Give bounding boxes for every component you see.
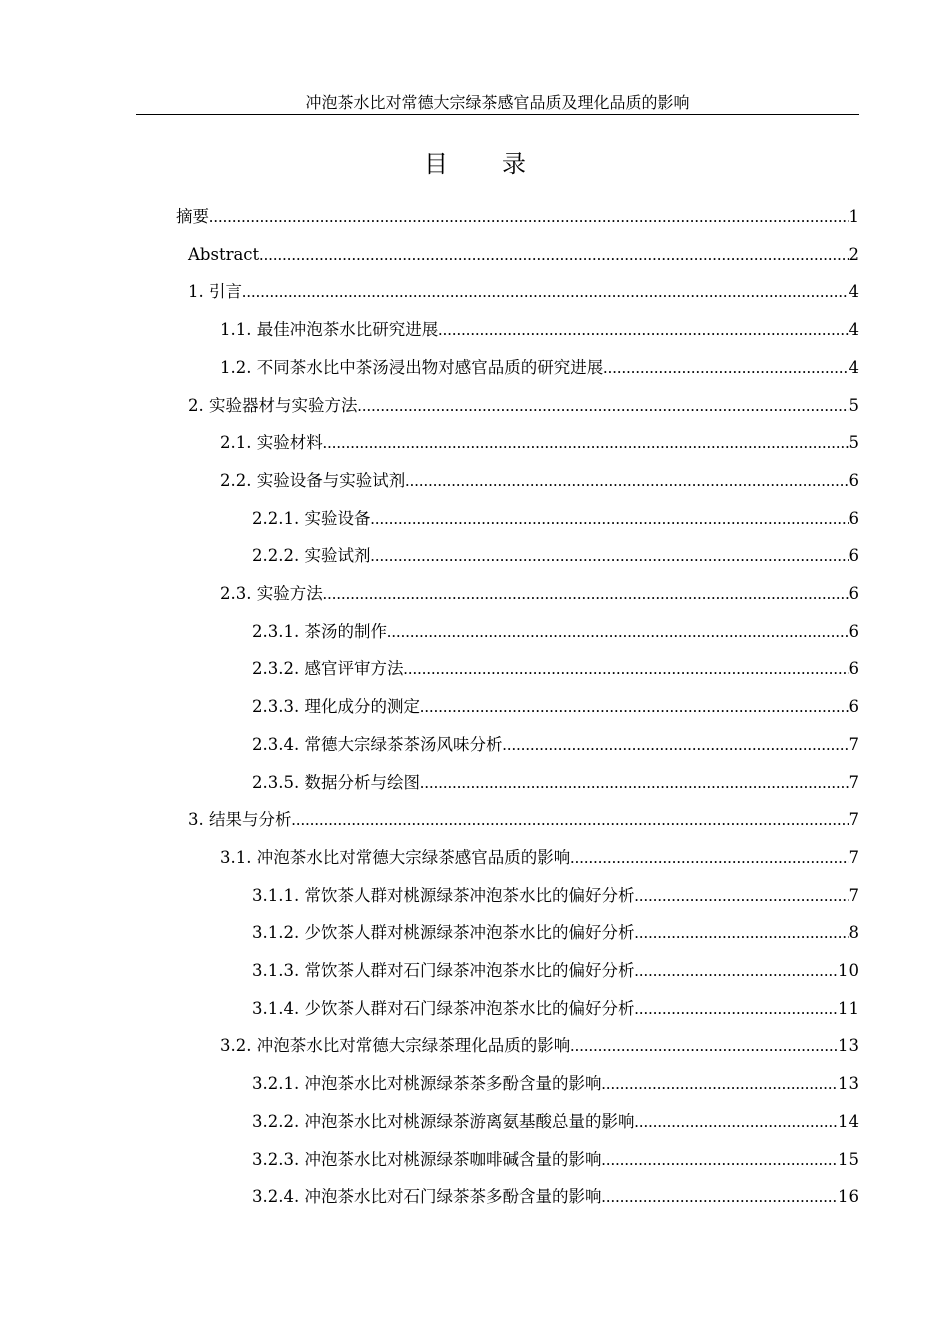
toc-dot-leader <box>323 580 849 608</box>
toc-entry[interactable] <box>252 1108 859 1136</box>
toc-entry-page-number: 8 <box>848 923 859 943</box>
toc-dot-leader <box>603 354 848 382</box>
toc-entry-label: 2.3.5. 数据分析与绘图 <box>252 772 420 792</box>
toc-entry[interactable] <box>220 844 859 872</box>
toc-entry-page-number: 10 <box>838 961 859 980</box>
toc-entry[interactable] <box>220 1032 859 1060</box>
toc-entry-page-number: 6 <box>848 470 859 490</box>
toc-dot-leader <box>634 1108 838 1136</box>
toc-entry-label: 3. 结果与分析 <box>188 810 292 830</box>
toc-dot-leader <box>323 429 849 457</box>
toc-entry[interactable] <box>252 1183 859 1211</box>
toc-entry-page-number: 6 <box>848 584 859 603</box>
toc-entry-label: 3.1.2. 少饮茶人群对桃源绿茶冲泡茶水比的偏好分析 <box>252 923 635 943</box>
toc-dot-leader <box>634 882 848 910</box>
toc-entry-page-number: 16 <box>838 1187 859 1207</box>
toc-entry-label: 2.2. 实验设备与实验试剂 <box>220 470 406 490</box>
toc-entry[interactable] <box>252 1070 859 1098</box>
toc-dot-leader <box>502 731 848 759</box>
toc-entry-page-number: 13 <box>838 1036 859 1056</box>
toc-entry-page-number: 5 <box>848 395 859 415</box>
toc-entry[interactable] <box>220 467 859 495</box>
toc-entry-page-number: 14 <box>838 1111 859 1131</box>
toc-title-left: 目 <box>424 150 448 178</box>
toc-entry-label: 3.1.1. 常饮茶人群对桃源绿茶冲泡茶水比的偏好分析 <box>252 885 635 905</box>
toc-dot-leader <box>387 618 849 646</box>
toc-entry-label: 1.2. 不同茶水比中茶汤浸出物对感官品质的研究进展 <box>220 357 604 377</box>
toc-entry[interactable] <box>252 919 859 947</box>
toc-title <box>0 146 950 182</box>
toc-entry-page-number: 4 <box>848 320 859 340</box>
toc-dot-leader <box>420 769 849 797</box>
toc-entry[interactable] <box>252 618 859 646</box>
toc-dot-leader <box>634 957 838 985</box>
toc-entry-page-number: 7 <box>848 847 859 867</box>
toc-entry-label: 3.2.4. 冲泡茶水比对石门绿茶茶多酚含量的影响 <box>252 1187 602 1207</box>
toc-entry[interactable] <box>252 693 859 721</box>
toc-dot-leader <box>420 693 849 721</box>
toc-dot-leader <box>634 995 838 1023</box>
toc-entry-label: Abstract <box>188 244 260 264</box>
toc-entry[interactable] <box>252 769 859 797</box>
toc-entry[interactable] <box>220 354 859 382</box>
toc-dot-leader <box>242 278 849 306</box>
toc-entry[interactable] <box>188 278 859 306</box>
toc-dot-leader <box>259 241 848 269</box>
toc-dot-leader <box>209 203 849 231</box>
toc-entry-label: 2.3.3. 理化成分的测定 <box>252 697 420 717</box>
toc-entry[interactable] <box>252 542 859 570</box>
toc-dot-leader <box>601 1183 838 1211</box>
toc-entry-label: 3.2.2. 冲泡茶水比对桃源绿茶游离氨基酸总量的影响 <box>252 1111 635 1131</box>
toc-entry-label: 2.2.2. 实验试剂 <box>252 546 371 566</box>
toc-entry-label: 3.2.1. 冲泡茶水比对桃源绿茶茶多酚含量的影响 <box>252 1074 602 1094</box>
toc-entry[interactable] <box>220 580 859 608</box>
toc-entry-page-number: 6 <box>848 546 859 566</box>
toc-entry[interactable] <box>252 505 859 533</box>
toc-entry[interactable] <box>252 882 859 910</box>
toc-entry-label: 3.1.3. 常饮茶人群对石门绿茶冲泡茶水比的偏好分析 <box>252 961 635 980</box>
toc-title-right: 录 <box>502 150 526 178</box>
toc-entry-page-number: 6 <box>848 697 859 717</box>
toc-dot-leader <box>370 542 848 570</box>
toc-dot-leader <box>570 844 848 872</box>
toc-entry-page-number: 7 <box>848 734 859 754</box>
toc-entry-page-number: 13 <box>838 1074 859 1094</box>
running-header-title: 冲泡茶水比对常德大宗绿茶感官品质及理化品质的影响 <box>305 93 690 112</box>
toc-dot-leader <box>292 806 849 834</box>
toc-dot-leader <box>601 1070 838 1098</box>
toc-entry-label: 2.3.1. 茶汤的制作 <box>252 621 387 641</box>
toc-dot-leader <box>405 467 848 495</box>
toc-entry[interactable] <box>252 731 859 759</box>
toc-entry-page-number: 5 <box>848 433 859 453</box>
toc-dot-leader <box>634 919 848 947</box>
toc-dot-leader <box>570 1032 838 1060</box>
running-header <box>136 92 859 115</box>
toc-entry-page-number: 4 <box>848 357 859 377</box>
toc-entry[interactable] <box>188 392 859 420</box>
toc-entry-page-number: 7 <box>848 772 859 792</box>
toc-entry-page-number: 7 <box>848 810 859 830</box>
toc-entry-label: 1.1. 最佳冲泡茶水比研究进展 <box>220 320 439 340</box>
toc-entry[interactable] <box>220 316 859 344</box>
toc-entry-label: 2. 实验器材与实验方法 <box>188 395 358 415</box>
toc-entry-label: 1. 引言 <box>188 282 242 302</box>
toc-dot-leader <box>438 316 848 344</box>
toc-entry[interactable] <box>252 655 859 683</box>
toc-dot-leader <box>403 655 848 683</box>
toc-entry-label: 2.3. 实验方法 <box>220 584 323 603</box>
toc-entry[interactable] <box>252 957 859 985</box>
toc-entry-page-number: 6 <box>848 621 859 641</box>
toc-entry-label: 2.1. 实验材料 <box>220 433 323 453</box>
toc-entry-label: 3.1. 冲泡茶水比对常德大宗绿茶感官品质的影响 <box>220 847 571 867</box>
toc-entry-label: 2.3.4. 常德大宗绿茶茶汤风味分析 <box>252 734 503 754</box>
toc-entry-page-number: 2 <box>848 244 859 264</box>
toc-dot-leader <box>601 1146 838 1174</box>
toc-entry-page-number: 6 <box>848 508 859 528</box>
toc-entry-page-number: 11 <box>838 998 859 1018</box>
toc-entry[interactable] <box>252 995 859 1023</box>
toc-entry-label: 2.3.2. 感官评审方法 <box>252 659 404 679</box>
toc-entry-page-number: 6 <box>848 659 859 679</box>
toc-entry[interactable] <box>188 806 859 834</box>
toc-entry-label: 3.2. 冲泡茶水比对常德大宗绿茶理化品质的影响 <box>220 1036 571 1056</box>
toc-entry-page-number: 4 <box>848 282 859 302</box>
toc-entry-label: 3.2.3. 冲泡茶水比对桃源绿茶咖啡碱含量的影响 <box>252 1149 602 1169</box>
toc-dot-leader <box>370 505 848 533</box>
toc-entry-label: 2.2.1. 实验设备 <box>252 508 371 528</box>
toc-entry[interactable] <box>252 1146 859 1174</box>
toc-entry-page-number: 7 <box>848 885 859 905</box>
toc-dot-leader <box>358 392 849 420</box>
toc-entry[interactable] <box>176 203 859 231</box>
toc-entry-page-number: 1 <box>848 207 859 226</box>
toc-entry-page-number: 15 <box>838 1149 859 1169</box>
toc-entry[interactable] <box>188 241 859 269</box>
toc-entry-label: 摘要 <box>176 207 209 226</box>
toc-entry[interactable] <box>220 429 859 457</box>
toc-entry-label: 3.1.4. 少饮茶人群对石门绿茶冲泡茶水比的偏好分析 <box>252 998 635 1018</box>
